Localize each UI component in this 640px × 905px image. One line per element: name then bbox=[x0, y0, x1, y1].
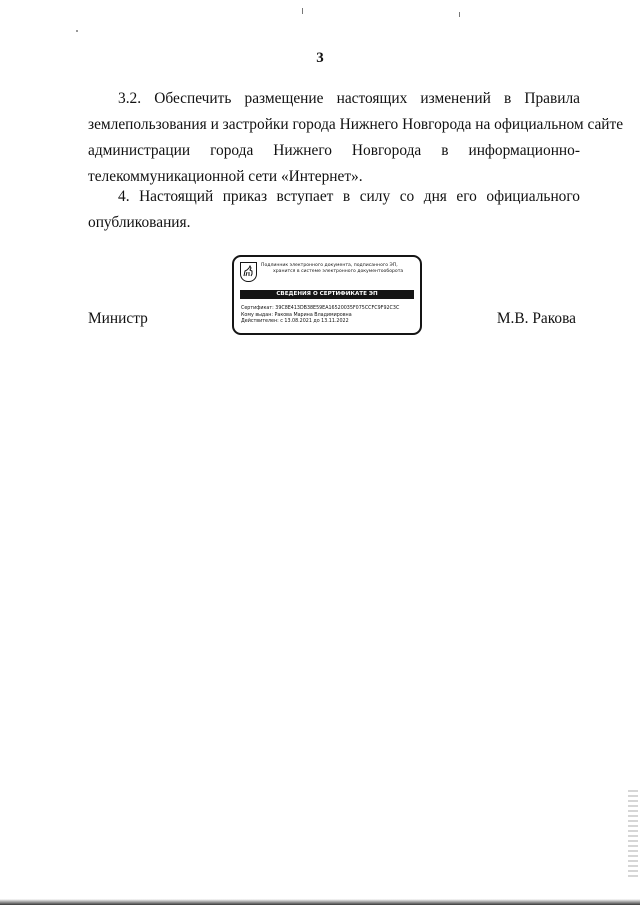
signatory-name: М.В. Ракова bbox=[496, 310, 576, 327]
paragraph-line: опубликования. bbox=[88, 214, 191, 231]
paragraph-line: администрации города Нижнего Новгорода в информационно- bbox=[88, 142, 580, 159]
scan-bottom-edge bbox=[0, 899, 640, 905]
scan-speck bbox=[302, 8, 303, 14]
paragraph-4 bbox=[88, 184, 580, 236]
validity-row bbox=[241, 319, 421, 326]
stamp-header-line: Подлинник электронного документа, подписанного ЭП, bbox=[261, 263, 398, 268]
signatory-position: Министр bbox=[88, 310, 148, 327]
scan-edge-artifact bbox=[628, 790, 638, 880]
paragraph-3-2 bbox=[88, 86, 624, 190]
stamp-title-bar: СВЕДЕНИЯ О СЕРТИФИКАТЕ ЭП bbox=[240, 290, 414, 299]
paragraph-line: 3.2. Обеспечить размещение настоящих изменений в Правила bbox=[118, 90, 580, 107]
stamp-header bbox=[261, 263, 419, 275]
validity-label: Действителен: bbox=[241, 319, 279, 325]
issued-to-value: Ракова Марина Владимировна bbox=[274, 312, 352, 318]
stamp-header-line: хранится в системе электронного документооборота bbox=[273, 269, 404, 274]
page-number: 3 bbox=[316, 50, 324, 66]
coat-of-arms-icon bbox=[240, 262, 257, 282]
stamp-details bbox=[241, 306, 421, 326]
scan-speck bbox=[459, 12, 460, 17]
issued-to-label: Кому выдан: bbox=[241, 312, 273, 318]
e-signature-stamp bbox=[232, 255, 422, 335]
certificate-row bbox=[241, 306, 421, 313]
certificate-value: 39C8E413DB38E59EA16520035F075CCFC9F92C3C bbox=[275, 306, 400, 311]
paragraph-line: телекоммуникационной сети «Интернет». bbox=[88, 168, 363, 185]
scan-speck bbox=[76, 30, 78, 32]
paragraph-line: 4. Настоящий приказ вступает в силу со дня его официального bbox=[118, 188, 580, 205]
validity-value: с 13.08.2021 до 13.11.2022 bbox=[280, 319, 349, 325]
paragraph-line: землепользования и застройки города Нижнего Новгорода на официальном сайте bbox=[88, 116, 624, 133]
certificate-label: Сертификат: bbox=[241, 306, 274, 311]
